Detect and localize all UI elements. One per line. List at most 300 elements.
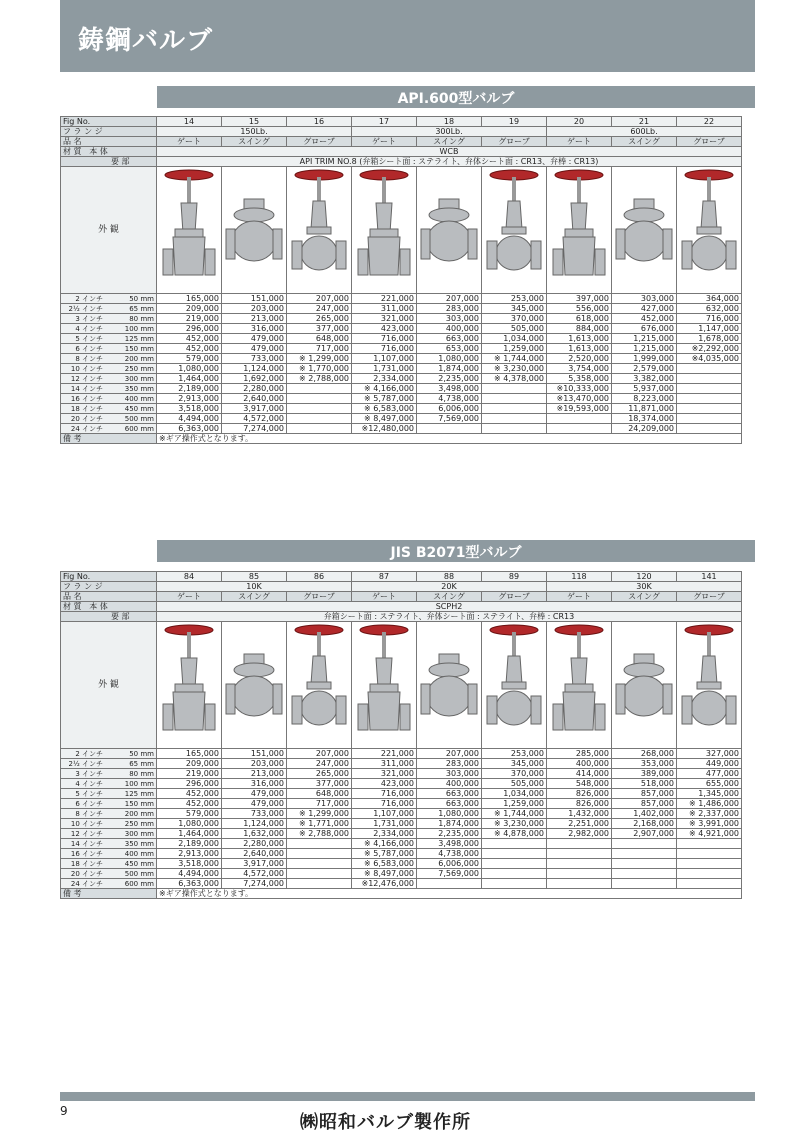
price-cell: 3,498,000 <box>417 384 482 394</box>
fig-number: 89 <box>482 572 547 582</box>
fig-number: 120 <box>612 572 677 582</box>
price-cell: 857,000 <box>612 799 677 809</box>
price-cell: 2,640,000 <box>222 849 287 859</box>
price-cell: 716,000 <box>352 334 417 344</box>
price-cell: 449,000 <box>677 759 742 769</box>
fig-number: 20 <box>547 117 612 127</box>
price-cell: 370,000 <box>482 314 547 324</box>
price-cell: 427,000 <box>612 304 677 314</box>
price-row <box>61 294 744 304</box>
valve-photo-globe <box>287 167 352 294</box>
price-cell <box>677 839 742 849</box>
price-cell <box>287 384 352 394</box>
size-mm: 500 mm <box>124 414 154 423</box>
price-cell: ※ 3,230,000 <box>482 819 547 829</box>
price-cell: 253,000 <box>482 749 547 759</box>
price-cell: 1,613,000 <box>547 334 612 344</box>
flange-label: フ ラ ン ジ <box>61 582 157 592</box>
price-cell: 1,464,000 <box>157 829 222 839</box>
valve-photo-globe <box>677 167 742 294</box>
price-row <box>61 304 744 314</box>
price-cell <box>677 384 742 394</box>
size-inch: 2 インチ <box>75 749 103 758</box>
size-mm: 65 mm <box>129 304 154 313</box>
size-cell <box>61 789 157 799</box>
size-cell <box>61 394 157 404</box>
price-cell <box>287 424 352 434</box>
price-cell: 477,000 <box>677 769 742 779</box>
price-cell: 327,000 <box>677 749 742 759</box>
valve-type: スイング <box>417 592 482 602</box>
product-label: 品 名 <box>61 592 157 602</box>
price-cell: 1,124,000 <box>222 819 287 829</box>
size-mm: 150 mm <box>124 799 154 808</box>
price-row <box>61 769 744 779</box>
price-cell <box>677 404 742 414</box>
price-cell <box>612 849 677 859</box>
price-row <box>61 779 744 789</box>
price-cell: 1,464,000 <box>157 374 222 384</box>
price-row <box>61 374 744 384</box>
price-cell: 311,000 <box>352 304 417 314</box>
essential-material: API TRIM NO.8 (弁箱シート面 : ステライト、弁体シート面 : CR13、弁棒 : CR13) <box>157 157 742 167</box>
size-inch: 18 インチ <box>70 859 103 868</box>
size-mm: 80 mm <box>129 769 154 778</box>
price-cell: 377,000 <box>287 324 352 334</box>
price-cell: 2,334,000 <box>352 829 417 839</box>
valve-photo-swing <box>222 622 287 749</box>
price-cell: 6,363,000 <box>157 424 222 434</box>
essential-label: 要 部 <box>61 612 157 622</box>
valve-type: グローブ <box>677 137 742 147</box>
price-cell: ※13,470,000 <box>547 394 612 404</box>
size-cell <box>61 424 157 434</box>
size-inch: 18 インチ <box>70 404 103 413</box>
valve-type: スイング <box>222 592 287 602</box>
price-cell: 505,000 <box>482 779 547 789</box>
price-cell: 207,000 <box>417 749 482 759</box>
valve-type: グローブ <box>677 592 742 602</box>
price-cell: ※ 6,583,000 <box>352 404 417 414</box>
price-row <box>61 839 744 849</box>
price-cell: 1,147,000 <box>677 324 742 334</box>
fig-number: 87 <box>352 572 417 582</box>
price-cell: 3,917,000 <box>222 859 287 869</box>
price-cell: 303,000 <box>417 769 482 779</box>
price-cell: 505,000 <box>482 324 547 334</box>
flange-class: 30K <box>547 582 742 592</box>
remarks-label: 備 考 <box>61 434 157 444</box>
price-row <box>61 354 744 364</box>
remarks-note: ※ギア操作式となります。 <box>157 889 742 899</box>
size-inch: 12 インチ <box>70 374 103 383</box>
size-cell <box>61 414 157 424</box>
price-cell: 389,000 <box>612 769 677 779</box>
valve-photo-swing <box>417 622 482 749</box>
size-inch: 24 インチ <box>70 424 103 433</box>
price-cell <box>677 869 742 879</box>
price-cell: ※ 4,166,000 <box>352 839 417 849</box>
size-inch: 8 インチ <box>75 809 103 818</box>
price-cell <box>482 384 547 394</box>
valve-photo-globe <box>482 622 547 749</box>
fig-number: 17 <box>352 117 417 127</box>
price-cell: 203,000 <box>222 304 287 314</box>
size-cell <box>61 364 157 374</box>
price-cell: ※ 5,787,000 <box>352 849 417 859</box>
price-cell: 221,000 <box>352 749 417 759</box>
price-cell: ※ 3,991,000 <box>677 819 742 829</box>
valve-type: グローブ <box>482 592 547 602</box>
price-cell <box>547 849 612 859</box>
price-cell: ※ 1,299,000 <box>287 809 352 819</box>
price-row <box>61 424 744 434</box>
price-cell: 1,678,000 <box>677 334 742 344</box>
flange-class: 20K <box>352 582 547 592</box>
valve-type: スイング <box>612 592 677 602</box>
size-inch: 6 インチ <box>75 799 103 808</box>
size-inch: 4 インチ <box>75 779 103 788</box>
valve-photo-gate <box>157 622 222 749</box>
price-cell: 4,494,000 <box>157 414 222 424</box>
size-mm: 80 mm <box>129 314 154 323</box>
price-row <box>61 334 744 344</box>
price-cell: 303,000 <box>612 294 677 304</box>
price-row <box>61 749 744 759</box>
price-cell: 3,498,000 <box>417 839 482 849</box>
price-cell: 452,000 <box>612 314 677 324</box>
price-cell: 414,000 <box>547 769 612 779</box>
price-cell: ※4,035,000 <box>677 354 742 364</box>
price-cell: 268,000 <box>612 749 677 759</box>
jis-valve-table <box>60 571 744 899</box>
size-cell <box>61 354 157 364</box>
price-row <box>61 314 744 324</box>
price-cell <box>482 424 547 434</box>
product-label: 品 名 <box>61 137 157 147</box>
size-mm: 100 mm <box>124 324 154 333</box>
price-cell: ※ 6,583,000 <box>352 859 417 869</box>
price-cell: 7,274,000 <box>222 879 287 889</box>
price-cell: ※ 4,378,000 <box>482 374 547 384</box>
valve-photo-gate <box>352 167 417 294</box>
price-cell: 2,982,000 <box>547 829 612 839</box>
valve-type: ゲート <box>352 137 417 147</box>
size-mm: 600 mm <box>124 879 154 888</box>
price-cell: 377,000 <box>287 779 352 789</box>
fig-number: 141 <box>677 572 742 582</box>
valve-type: スイング <box>612 137 677 147</box>
price-row <box>61 879 744 889</box>
size-inch: 5 インチ <box>75 334 103 343</box>
fig-number: 88 <box>417 572 482 582</box>
price-cell: 548,000 <box>547 779 612 789</box>
price-cell: 648,000 <box>287 789 352 799</box>
price-cell <box>287 879 352 889</box>
price-cell: 826,000 <box>547 789 612 799</box>
valve-photo-globe <box>482 167 547 294</box>
size-cell <box>61 849 157 859</box>
price-cell: 1,107,000 <box>352 354 417 364</box>
size-inch: 6 インチ <box>75 344 103 353</box>
essential-label: 要 部 <box>61 157 157 167</box>
price-cell: 2,640,000 <box>222 394 287 404</box>
valve-photo-globe <box>677 622 742 749</box>
jis-section-title: JIS B2071型バルブ <box>390 545 522 561</box>
price-cell: 1,259,000 <box>482 344 547 354</box>
size-mm: 250 mm <box>124 364 154 373</box>
price-cell: 1,874,000 <box>417 819 482 829</box>
size-mm: 125 mm <box>124 334 154 343</box>
size-cell <box>61 344 157 354</box>
size-cell <box>61 779 157 789</box>
size-mm: 350 mm <box>124 839 154 848</box>
size-inch: 16 インチ <box>70 394 103 403</box>
size-cell <box>61 769 157 779</box>
size-inch: 14 インチ <box>70 839 103 848</box>
price-cell: ※ 2,337,000 <box>677 809 742 819</box>
price-cell: 663,000 <box>417 334 482 344</box>
size-mm: 500 mm <box>124 869 154 878</box>
size-inch: 20 インチ <box>70 414 103 423</box>
price-cell <box>287 404 352 414</box>
price-cell <box>612 859 677 869</box>
price-cell: 479,000 <box>222 344 287 354</box>
price-cell: 653,000 <box>417 344 482 354</box>
size-cell <box>61 324 157 334</box>
size-inch: 16 インチ <box>70 849 103 858</box>
price-row <box>61 809 744 819</box>
price-cell <box>482 404 547 414</box>
price-cell: 556,000 <box>547 304 612 314</box>
price-cell: 648,000 <box>287 334 352 344</box>
size-inch: 2½ インチ <box>68 759 103 768</box>
price-cell: ※ 1,770,000 <box>287 364 352 374</box>
price-cell <box>287 849 352 859</box>
price-cell: 165,000 <box>157 749 222 759</box>
price-cell <box>417 424 482 434</box>
fig-number: 118 <box>547 572 612 582</box>
price-cell <box>547 424 612 434</box>
price-cell: 2,235,000 <box>417 374 482 384</box>
valve-type: ゲート <box>547 592 612 602</box>
valve-type: スイング <box>222 137 287 147</box>
size-cell <box>61 314 157 324</box>
price-cell: 285,000 <box>547 749 612 759</box>
flange-class: 10K <box>157 582 352 592</box>
price-cell: 4,572,000 <box>222 869 287 879</box>
price-cell: ※ 4,878,000 <box>482 829 547 839</box>
valve-type: ゲート <box>157 137 222 147</box>
price-cell: 7,274,000 <box>222 424 287 434</box>
price-cell: 265,000 <box>287 769 352 779</box>
price-cell <box>287 394 352 404</box>
price-cell: 716,000 <box>352 344 417 354</box>
size-inch: 20 インチ <box>70 869 103 878</box>
material-body-label <box>61 602 157 612</box>
company-name: ㈱昭和バルブ製作所 <box>300 1112 471 1133</box>
price-cell: 207,000 <box>417 294 482 304</box>
price-cell: 213,000 <box>222 314 287 324</box>
price-cell: 4,572,000 <box>222 414 287 424</box>
price-cell <box>482 839 547 849</box>
size-mm: 250 mm <box>124 819 154 828</box>
size-mm: 50 mm <box>129 749 154 758</box>
remarks-label: 備 考 <box>61 889 157 899</box>
remarks-note: ※ギア操作式となります。 <box>157 434 742 444</box>
price-cell: 8,223,000 <box>612 394 677 404</box>
price-cell: 3,382,000 <box>612 374 677 384</box>
fig-number: 22 <box>677 117 742 127</box>
size-inch: 8 インチ <box>75 354 103 363</box>
fig-number: 84 <box>157 572 222 582</box>
price-cell: 207,000 <box>287 294 352 304</box>
price-cell <box>547 879 612 889</box>
valve-photo-swing <box>612 167 677 294</box>
fig-number: 18 <box>417 117 482 127</box>
price-cell: 1,345,000 <box>677 789 742 799</box>
page-number: 9 <box>60 1104 68 1118</box>
price-cell: 151,000 <box>222 294 287 304</box>
price-cell: ※ 1,744,000 <box>482 809 547 819</box>
price-cell: 353,000 <box>612 759 677 769</box>
price-cell <box>287 859 352 869</box>
price-cell: 1,080,000 <box>157 819 222 829</box>
size-inch: 3 インチ <box>75 769 103 778</box>
size-inch: 2½ インチ <box>68 304 103 313</box>
price-row <box>61 404 744 414</box>
fig-no-label: Fig No. <box>61 117 157 127</box>
price-cell: 733,000 <box>222 809 287 819</box>
price-cell: 397,000 <box>547 294 612 304</box>
price-cell: 1,731,000 <box>352 819 417 829</box>
size-mm: 350 mm <box>124 384 154 393</box>
price-cell: 316,000 <box>222 324 287 334</box>
price-cell <box>482 859 547 869</box>
price-cell <box>482 414 547 424</box>
size-mm: 300 mm <box>124 374 154 383</box>
price-cell: 364,000 <box>677 294 742 304</box>
price-cell: 579,000 <box>157 354 222 364</box>
price-cell: 213,000 <box>222 769 287 779</box>
price-cell: 221,000 <box>352 294 417 304</box>
price-cell: 400,000 <box>417 779 482 789</box>
price-cell: 24,209,000 <box>612 424 677 434</box>
valve-photo-swing <box>612 622 677 749</box>
price-cell: 165,000 <box>157 294 222 304</box>
valve-type: グローブ <box>482 137 547 147</box>
size-mm: 50 mm <box>129 294 154 303</box>
price-cell: 2,280,000 <box>222 839 287 849</box>
price-cell: 1,215,000 <box>612 344 677 354</box>
size-cell <box>61 809 157 819</box>
footer-bar <box>60 1092 755 1101</box>
price-row <box>61 759 744 769</box>
size-inch: 10 インチ <box>70 819 103 828</box>
price-cell: 11,871,000 <box>612 404 677 414</box>
price-cell: 2,189,000 <box>157 839 222 849</box>
price-cell: 303,000 <box>417 314 482 324</box>
price-cell: 321,000 <box>352 769 417 779</box>
price-cell: 479,000 <box>222 799 287 809</box>
price-row <box>61 364 744 374</box>
size-cell <box>61 384 157 394</box>
price-cell: 6,006,000 <box>417 859 482 869</box>
price-cell: 1,874,000 <box>417 364 482 374</box>
price-cell: 1,999,000 <box>612 354 677 364</box>
size-cell <box>61 869 157 879</box>
price-cell: 733,000 <box>222 354 287 364</box>
price-cell: 345,000 <box>482 759 547 769</box>
price-cell: 632,000 <box>677 304 742 314</box>
valve-photo-gate <box>547 622 612 749</box>
price-row <box>61 859 744 869</box>
size-cell <box>61 334 157 344</box>
price-cell: ※10,333,000 <box>547 384 612 394</box>
price-cell <box>482 849 547 859</box>
price-cell: ※2,292,000 <box>677 344 742 354</box>
fig-number: 15 <box>222 117 287 127</box>
price-cell <box>612 839 677 849</box>
price-cell: 452,000 <box>157 334 222 344</box>
price-cell: 4,738,000 <box>417 849 482 859</box>
size-mm: 450 mm <box>124 404 154 413</box>
flange-class: 300Lb. <box>352 127 547 137</box>
size-inch: 10 インチ <box>70 364 103 373</box>
price-cell: 370,000 <box>482 769 547 779</box>
price-cell: 1,432,000 <box>547 809 612 819</box>
price-cell: 2,579,000 <box>612 364 677 374</box>
price-cell: 717,000 <box>287 799 352 809</box>
price-cell <box>417 879 482 889</box>
size-mm: 200 mm <box>124 354 154 363</box>
price-cell: 1,259,000 <box>482 799 547 809</box>
price-cell: ※ 1,771,000 <box>287 819 352 829</box>
price-cell: ※ 8,497,000 <box>352 414 417 424</box>
flange-class: 150Lb. <box>157 127 352 137</box>
price-cell: 18,374,000 <box>612 414 677 424</box>
size-inch: 12 インチ <box>70 829 103 838</box>
price-cell: 265,000 <box>287 314 352 324</box>
price-cell: ※ 5,787,000 <box>352 394 417 404</box>
price-cell: ※ 4,166,000 <box>352 384 417 394</box>
size-cell <box>61 759 157 769</box>
price-cell: 3,518,000 <box>157 404 222 414</box>
price-cell: 1,215,000 <box>612 334 677 344</box>
api-section-band <box>157 86 755 108</box>
price-cell: 479,000 <box>222 334 287 344</box>
price-cell: 316,000 <box>222 779 287 789</box>
size-cell <box>61 374 157 384</box>
price-cell: 207,000 <box>287 749 352 759</box>
valve-photo-swing <box>417 167 482 294</box>
price-cell: 345,000 <box>482 304 547 314</box>
jis-section-band <box>157 540 755 562</box>
body-label: 本 体 <box>89 146 108 156</box>
price-cell: 5,358,000 <box>547 374 612 384</box>
price-cell <box>547 839 612 849</box>
price-cell: 2,913,000 <box>157 849 222 859</box>
price-cell <box>287 839 352 849</box>
flange-class: 600Lb. <box>547 127 742 137</box>
price-cell: 1,402,000 <box>612 809 677 819</box>
page-title: 鋳鋼バルブ <box>78 26 214 56</box>
price-cell: 1,731,000 <box>352 364 417 374</box>
price-cell: 717,000 <box>287 344 352 354</box>
fig-number: 86 <box>287 572 352 582</box>
price-cell: 1,613,000 <box>547 344 612 354</box>
price-row <box>61 789 744 799</box>
